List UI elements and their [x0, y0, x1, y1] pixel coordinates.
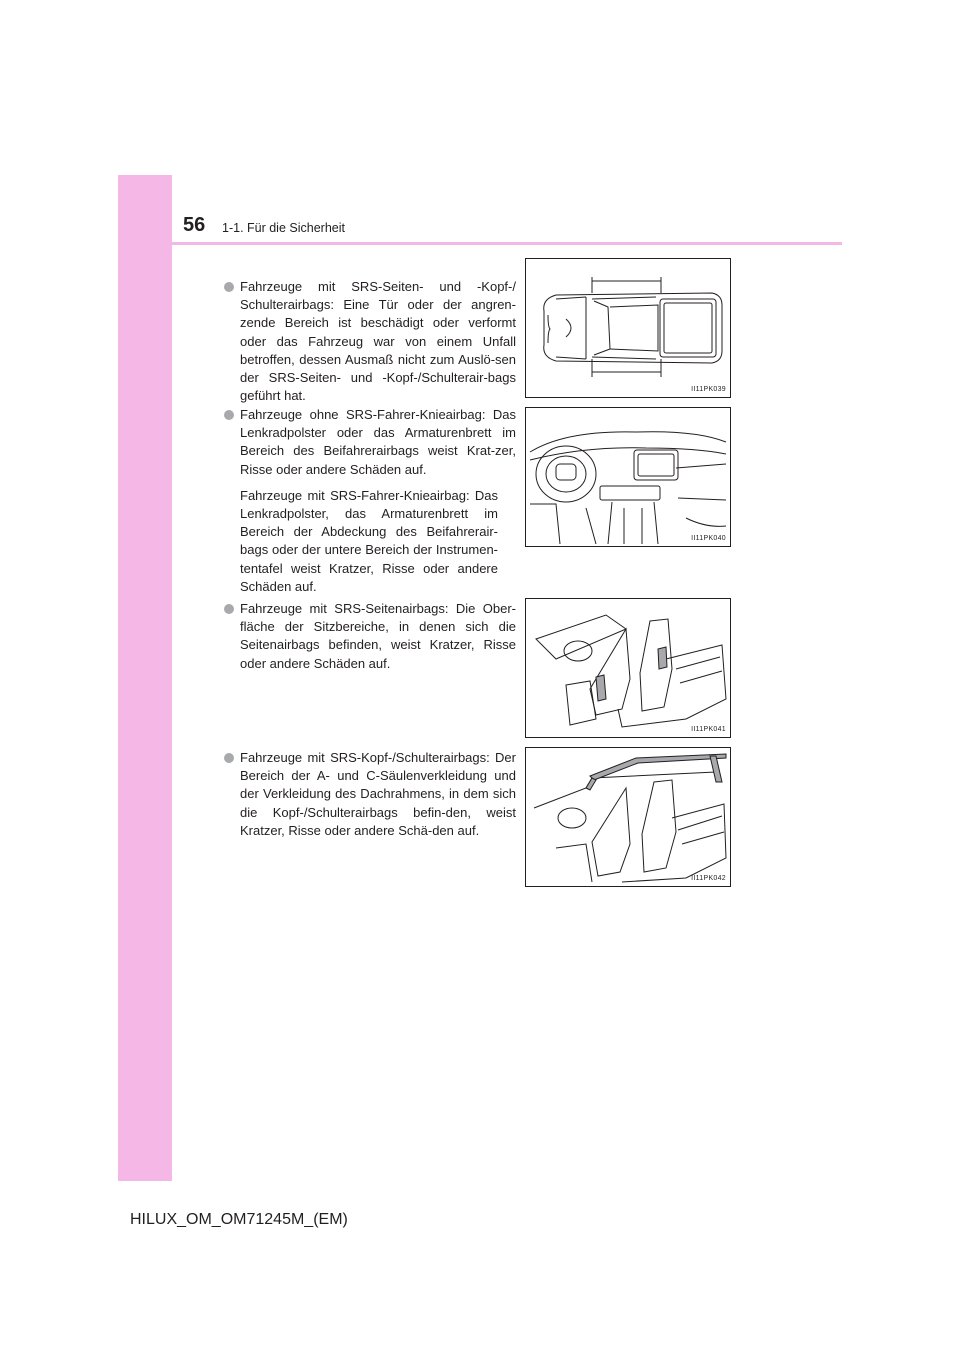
list-item-text: Fahrzeuge mit SRS-Kopf-/Schulterairbags: Der Bereich der A- und C-Säulenverkleidung und der Verkleidung des Dachrahmens, in dem sich die Kopf-/Schulterairbags befin-den, weist Kratzer, Risse oder andere Schä-den auf.	[240, 750, 516, 838]
list-item-text: Fahrzeuge ohne SRS-Fahrer-Knieairbag: Das Lenkradpolster oder das Armaturenbrett im Bereich des Beifahrerairbags weist Krat-zer, Risse oder andere Schäden auf.	[240, 407, 516, 477]
figure-dashboard	[525, 407, 731, 547]
figure-code: II11PK041	[691, 726, 726, 733]
page-number: 56	[183, 214, 206, 236]
seats-illustration	[526, 599, 730, 737]
bullet-icon	[224, 753, 234, 763]
pillars-illustration	[526, 748, 730, 886]
list-item-text: Fahrzeuge mit SRS-Seiten- und -Kopf-/ Schulterairbags: Eine Tür oder der angren-zende Bereich ist beschädigt oder verformt oder das Fahrzeug war von einem Unfall betroffen, dessen Ausmaß nicht zum Auslö-sen der SRS-Seiten- und -Kopf-/Schulterair-bags geführt hat.	[240, 279, 516, 404]
figure-code: II11PK040	[691, 535, 726, 542]
list-item-pillar-damage	[224, 749, 516, 840]
truck-top-view-illustration	[526, 259, 730, 397]
bullet-icon	[224, 410, 234, 420]
list-item-subtext: Fahrzeuge mit SRS-Fahrer-Knieairbag: Das Lenkradpolster, das Armaturenbrett im Bereich der Abdeckung des Beifahrerair-bags oder der untere Bereich der Instrumen-tentafel weist Kratzer, Risse oder andere Schäden auf.	[240, 487, 498, 594]
figure-code: II11PK042	[691, 875, 726, 882]
figure-pillars	[525, 747, 731, 887]
figure-truck-top-view	[525, 258, 731, 398]
list-item-text: Fahrzeuge mit SRS-Seitenairbags: Die Ober-fläche der Sitzbereiche, in denen sich die Seitenairbags befinden, weist Kratzer, Risse oder andere Schäden auf.	[240, 601, 516, 671]
section-title: 1-1. Für die Sicherheit	[222, 221, 345, 235]
list-item-seat-damage	[224, 600, 516, 673]
header-divider	[172, 242, 842, 245]
figure-seats	[525, 598, 731, 738]
bullet-icon	[224, 604, 234, 614]
page-side-tab	[118, 175, 172, 1181]
list-item-door-damage	[224, 278, 516, 405]
manual-code-footer: HILUX_OM_OM71245M_(EM)	[130, 1211, 348, 1228]
list-item-dashboard-damage	[224, 406, 516, 596]
figure-code: II11PK039	[691, 386, 726, 393]
dashboard-illustration	[526, 408, 730, 546]
bullet-icon	[224, 282, 234, 292]
